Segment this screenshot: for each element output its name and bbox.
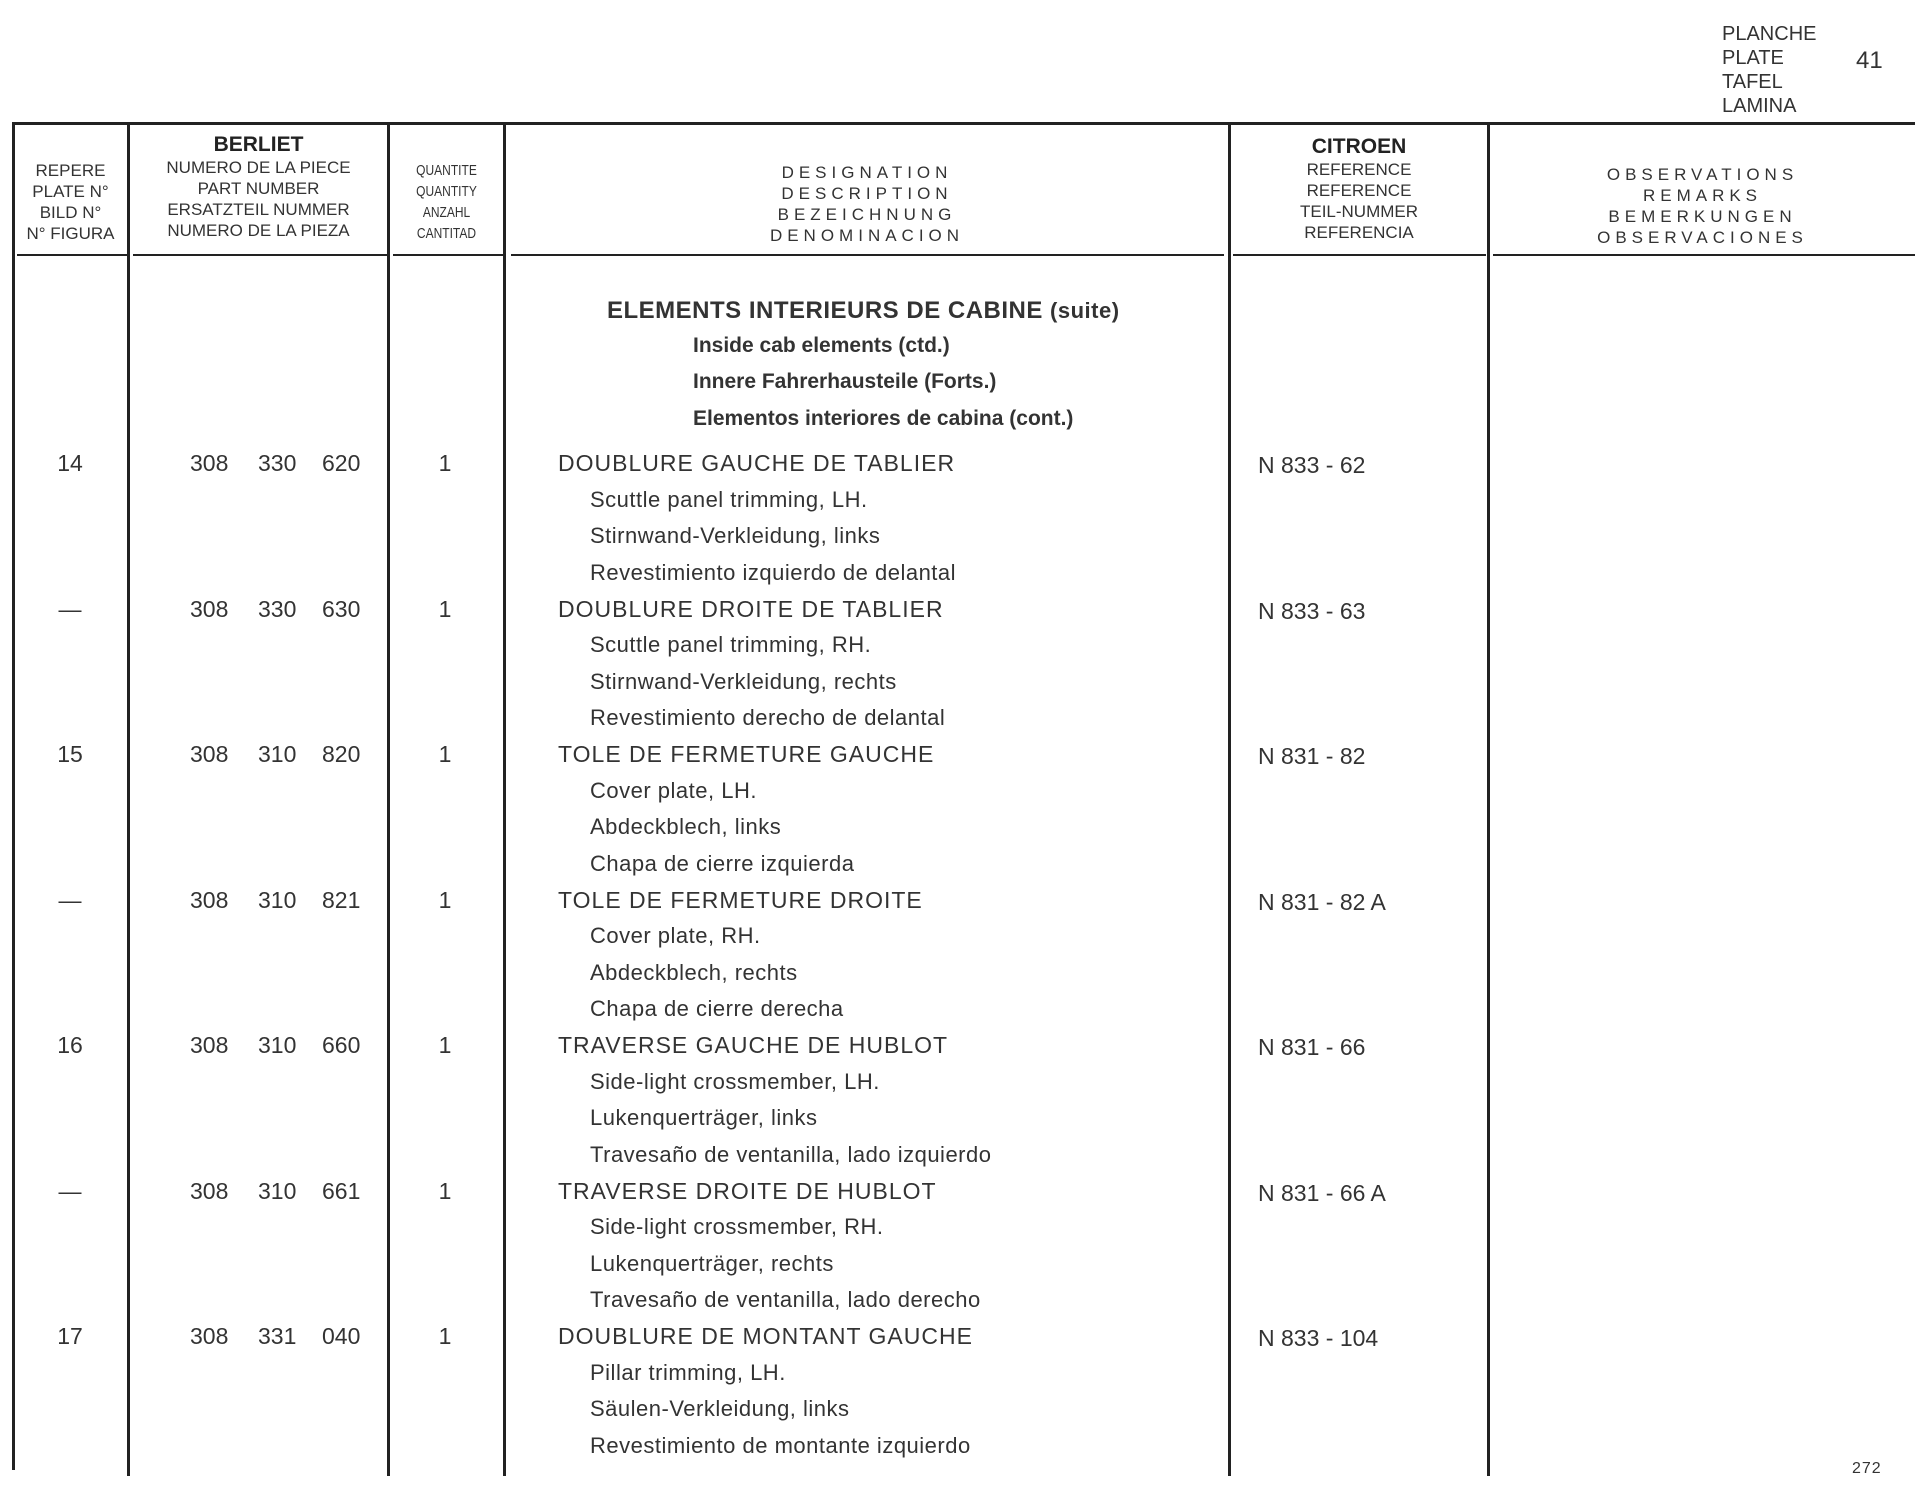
row-translation: Side-light crossmember, LH. bbox=[590, 1068, 880, 1094]
header-quantite-de: ANZAHL bbox=[422, 204, 471, 221]
row-citroen-reference: N 833 - 63 bbox=[1258, 597, 1366, 624]
row-part-number-group: 308 bbox=[190, 741, 229, 767]
header-berliet bbox=[130, 132, 387, 241]
row-ref: 17 bbox=[57, 1323, 83, 1349]
row-citroen-reference: N 833 - 62 bbox=[1258, 452, 1366, 478]
row-part-number-group: 630 bbox=[322, 595, 361, 622]
row-part-number-group: 330 bbox=[258, 450, 297, 476]
row-designation: TRAVERSE GAUCHE DE HUBLOT bbox=[558, 1032, 949, 1058]
row-quantity: 1 bbox=[438, 741, 452, 767]
row-part-number-group: 310 bbox=[258, 741, 297, 767]
section-subtitle-es: Elementos interiores de cabina (cont.) bbox=[693, 407, 1074, 430]
row-part-number-group: 308 bbox=[190, 1177, 229, 1204]
header-citroen bbox=[1231, 134, 1487, 243]
header-designation-es: DENOMINACION bbox=[769, 226, 965, 245]
row-part-number-group: 308 bbox=[190, 1323, 229, 1349]
column-rule-5 bbox=[1487, 122, 1490, 1476]
header-observations-es: OBSERVACIONES bbox=[1597, 228, 1808, 247]
column-rule-left bbox=[12, 122, 15, 1470]
section-title bbox=[607, 297, 1120, 325]
row-translation: Abdeckblech, links bbox=[590, 814, 782, 839]
row-translation: Stirnwand-Verkleidung, rechts bbox=[590, 668, 897, 694]
row-part-number-group: 310 bbox=[258, 1177, 297, 1204]
header-repere-en: PLATE N° bbox=[32, 182, 109, 201]
header-bottom-rule-3 bbox=[393, 254, 503, 256]
header-quantite-en: QUANTITY bbox=[416, 183, 477, 200]
row-ref: — bbox=[58, 886, 82, 913]
header-quantite bbox=[401, 160, 491, 244]
row-translation: Revestimiento de montante izquierdo bbox=[590, 1432, 971, 1458]
row-citroen-reference: N 831 - 66 bbox=[1258, 1034, 1366, 1060]
row-translation: Chapa de cierre derecha bbox=[590, 996, 844, 1021]
row-citroen-reference: N 831 - 66 A bbox=[1258, 1179, 1386, 1206]
row-quantity: 1 bbox=[438, 1032, 452, 1058]
header-citroen-title: CITROEN bbox=[1311, 135, 1407, 158]
plate-label-de: TAFEL bbox=[1722, 71, 1783, 93]
row-part-number-group: 310 bbox=[258, 1032, 297, 1058]
header-repere-de: BILD N° bbox=[39, 203, 102, 222]
header-quantite-fr: QUANTITE bbox=[416, 162, 477, 179]
row-translation: Lukenquerträger, rechts bbox=[590, 1250, 834, 1276]
header-observations-en: REMARKS bbox=[1642, 186, 1763, 205]
row-part-number-group: 310 bbox=[258, 886, 297, 913]
header-observations-fr: OBSERVATIONS bbox=[1606, 165, 1799, 184]
section-title-suffix: (suite) bbox=[1050, 298, 1120, 323]
header-designation-fr: DESIGNATION bbox=[781, 163, 953, 182]
header-repere bbox=[14, 160, 127, 244]
header-bottom-rule-2 bbox=[133, 254, 387, 256]
row-translation: Scuttle panel trimming, LH. bbox=[590, 486, 868, 512]
row-part-number-group: 308 bbox=[190, 595, 229, 622]
row-quantity: 1 bbox=[438, 1323, 452, 1349]
plate-labels bbox=[1722, 22, 1816, 118]
row-part-number-group: 660 bbox=[322, 1032, 361, 1058]
header-observations-de: BEMERKUNGEN bbox=[1608, 207, 1797, 226]
row-translation: Säulen-Verkleidung, links bbox=[590, 1396, 850, 1421]
row-translation: Chapa de cierre izquierda bbox=[590, 850, 855, 876]
row-part-number-group: 308 bbox=[190, 450, 229, 476]
row-citroen-reference: N 831 - 82 A bbox=[1258, 888, 1386, 915]
row-part-number-group: 820 bbox=[322, 741, 361, 767]
plate-label-fr: PLANCHE bbox=[1722, 23, 1817, 45]
column-rule-3 bbox=[503, 122, 506, 1476]
header-citroen-es: REFERENCIA bbox=[1304, 223, 1414, 242]
row-designation: DOUBLURE DE MONTANT GAUCHE bbox=[558, 1323, 973, 1349]
row-ref: — bbox=[58, 1177, 82, 1204]
header-observations bbox=[1490, 164, 1915, 248]
section-subtitle-en: Inside cab elements (ctd.) bbox=[693, 334, 950, 357]
plate-label-en: PLATE bbox=[1722, 47, 1784, 69]
table-top-rule bbox=[12, 122, 1915, 125]
row-translation: Travesaño de ventanilla, lado izquierdo bbox=[590, 1141, 992, 1167]
row-ref: 14 bbox=[57, 450, 83, 476]
row-designation: TRAVERSE DROITE DE HUBLOT bbox=[558, 1177, 937, 1204]
plate-number: 41 bbox=[1856, 47, 1883, 74]
column-rule-1 bbox=[127, 122, 130, 1476]
row-part-number-group: 308 bbox=[190, 1032, 229, 1058]
row-quantity: 1 bbox=[438, 1177, 452, 1204]
row-part-number-group: 330 bbox=[258, 595, 297, 622]
row-quantity: 1 bbox=[438, 450, 452, 476]
header-berliet-title: BERLIET bbox=[213, 133, 304, 156]
header-quantite-es: CANTITAD bbox=[416, 225, 477, 242]
row-ref: 16 bbox=[57, 1032, 83, 1058]
row-translation: Cover plate, LH. bbox=[590, 777, 757, 803]
header-berliet-en: PART NUMBER bbox=[197, 179, 320, 198]
header-designation-de: BEZEICHNUNG bbox=[777, 205, 957, 224]
row-quantity: 1 bbox=[438, 595, 452, 622]
section-title-text: ELEMENTS INTERIEURS DE CABINE bbox=[607, 297, 1043, 324]
section-subtitle-de: Innere Fahrerhausteile (Forts.) bbox=[693, 370, 997, 393]
header-berliet-fr: NUMERO DE LA PIECE bbox=[166, 158, 351, 177]
row-part-number-group: 821 bbox=[322, 886, 361, 913]
row-designation: TOLE DE FERMETURE GAUCHE bbox=[558, 741, 935, 767]
row-citroen-reference: N 833 - 104 bbox=[1258, 1325, 1379, 1351]
header-bottom-rule-6 bbox=[1493, 254, 1915, 256]
header-bottom-rule-1 bbox=[17, 254, 127, 256]
column-rule-2 bbox=[387, 122, 390, 1476]
row-citroen-reference: N 831 - 82 bbox=[1258, 743, 1366, 769]
header-bottom-rule-5 bbox=[1233, 254, 1486, 256]
row-translation: Cover plate, RH. bbox=[590, 923, 761, 948]
header-citroen-de: TEIL-NUMMER bbox=[1299, 202, 1419, 221]
row-designation: DOUBLURE GAUCHE DE TABLIER bbox=[558, 450, 956, 476]
header-repere-es: N° FIGURA bbox=[26, 224, 115, 243]
row-part-number-group: 620 bbox=[322, 450, 361, 476]
row-translation: Scuttle panel trimming, RH. bbox=[590, 632, 872, 657]
row-quantity: 1 bbox=[438, 886, 452, 913]
page-number: 272 bbox=[1852, 1460, 1882, 1477]
header-berliet-de: ERSATZTEIL NUMMER bbox=[167, 200, 350, 219]
row-translation: Revestimiento izquierdo de delantal bbox=[590, 559, 957, 585]
row-translation: Travesaño de ventanilla, lado derecho bbox=[590, 1287, 981, 1312]
header-citroen-fr: REFERENCE bbox=[1306, 160, 1412, 179]
plate-label-es: LAMINA bbox=[1722, 95, 1797, 117]
row-part-number-group: 040 bbox=[322, 1323, 361, 1349]
row-translation: Side-light crossmember, RH. bbox=[590, 1214, 884, 1239]
row-translation: Pillar trimming, LH. bbox=[590, 1359, 786, 1385]
column-rule-4 bbox=[1228, 122, 1231, 1476]
header-repere-fr: REPERE bbox=[35, 161, 106, 180]
row-part-number-group: 308 bbox=[190, 886, 229, 913]
row-translation: Revestimiento derecho de delantal bbox=[590, 705, 946, 730]
row-ref: 15 bbox=[57, 741, 83, 767]
row-translation: Lukenquerträger, links bbox=[590, 1105, 818, 1130]
header-bottom-rule-4 bbox=[511, 254, 1224, 256]
header-designation-en: DESCRIPTION bbox=[781, 184, 953, 203]
row-translation: Abdeckblech, rechts bbox=[590, 959, 798, 985]
header-citroen-en: REFERENCE bbox=[1306, 181, 1412, 200]
header-berliet-es: NUMERO DE LA PIEZA bbox=[167, 221, 350, 240]
row-part-number-group: 661 bbox=[322, 1177, 361, 1204]
row-translation: Stirnwand-Verkleidung, links bbox=[590, 523, 881, 548]
row-ref: — bbox=[58, 595, 82, 622]
row-designation: DOUBLURE DROITE DE TABLIER bbox=[558, 595, 944, 622]
header-designation bbox=[506, 162, 1228, 246]
row-designation: TOLE DE FERMETURE DROITE bbox=[558, 886, 923, 913]
row-part-number-group: 331 bbox=[258, 1323, 297, 1349]
